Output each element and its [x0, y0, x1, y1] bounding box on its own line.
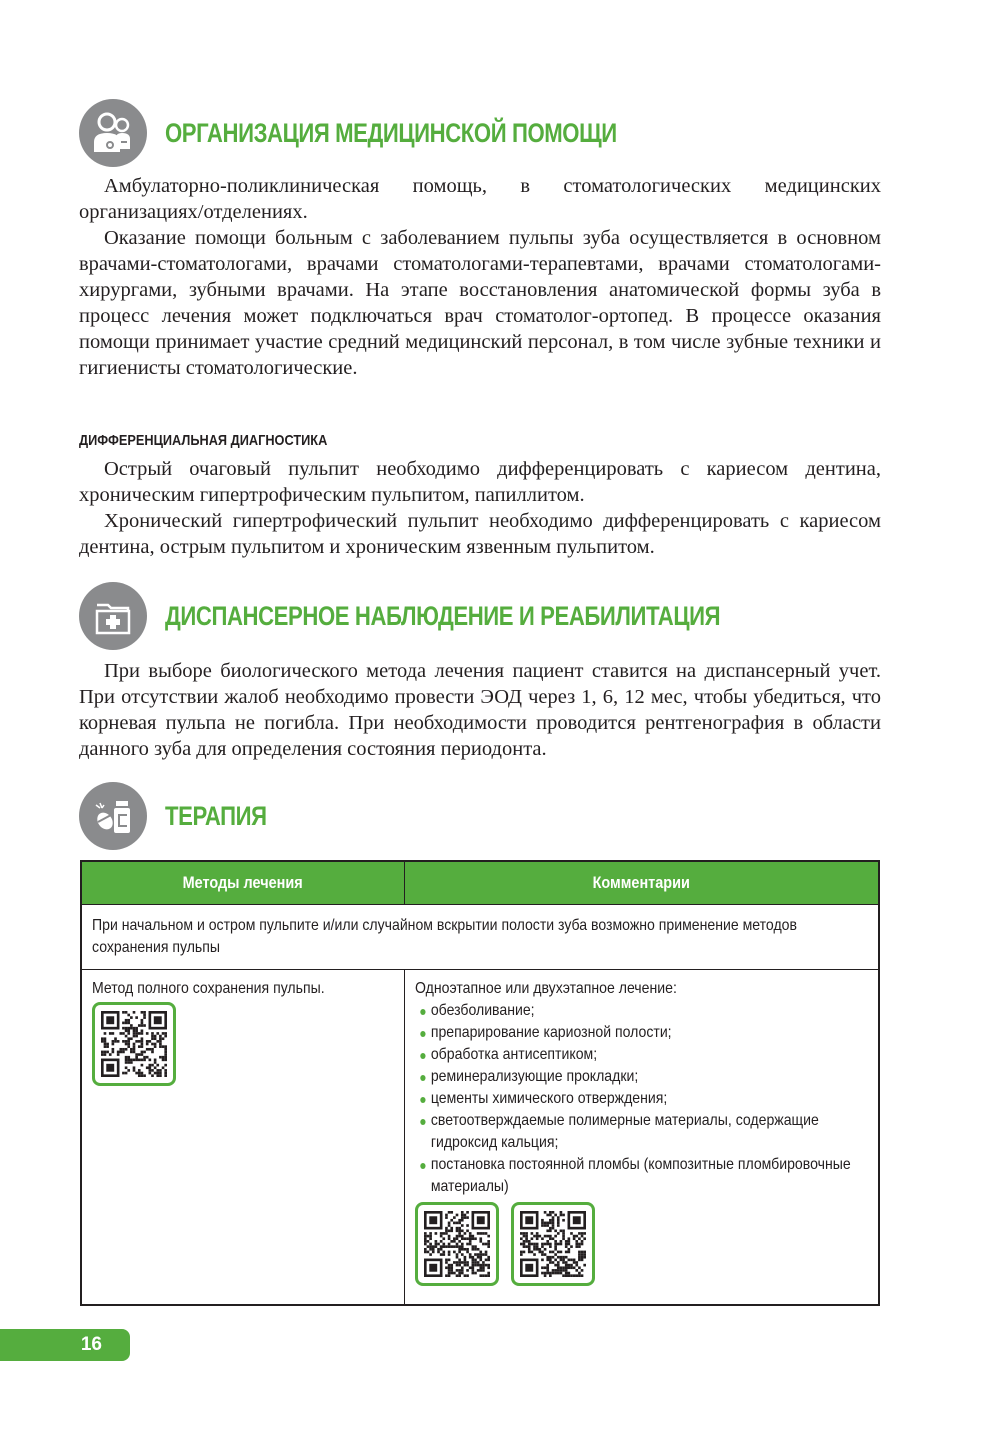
comment-cell [405, 970, 880, 1305]
qr-code-icon[interactable] [511, 1202, 595, 1286]
paragraph: Оказание помощи больным с заболеванием пульпы зуба осуществляется в основном врачами-стоматологами, врачами стоматологами-терапевтами, врачами стоматологами-хирургами, зубными врачами. На этапе восстановления анатомической формы зуба в процесс лечения может подключаться врач стоматолог-ортопед. В процессе оказания помощи принимает участие средний медицинский персонал, в том числе зубные техники и гигиенисты стоматологические. [79, 227, 881, 379]
comment-list [415, 1000, 871, 1198]
list-item: постановка постоянной пломбы (композитные пломбировочные материалы) [420, 1154, 870, 1198]
paragraph: При выборе биологического метода лечения пациент ставится на диспансерный учет. При отсутствии жалоб необходимо провести ЭОД через 1, 6, 12 мес, чтобы убедиться, что корневая пульпа не погибла. При необходимости проводится рентгенография в области данного зуба для определения состояния периодонта. [79, 660, 881, 760]
section-title: ТЕРАПИЯ [165, 800, 267, 831]
section-title: ОРГАНИЗАЦИЯ МЕДИЦИНСКОЙ ПОМОЩИ [165, 117, 617, 148]
paragraph: Амбулаторно-поликлиническая помощь, в стоматологических медицинских организациях/отделениях. [79, 175, 881, 223]
list-item: обработка антисептиком; [420, 1044, 870, 1066]
subheading-differential: ДИФФЕРЕНЦИАЛЬНАЯ ДИАГНОСТИКА [79, 432, 328, 449]
table-header-row [81, 861, 879, 905]
page-number: 16 [0, 1329, 130, 1361]
list-item: цементы химического отверждения; [420, 1088, 870, 1110]
dispensary-text [79, 658, 881, 762]
method-cell [81, 970, 405, 1305]
span-row-cell: При начальном и остром пульпите и/или случайном вскрытии полости зуба возможно применение методов сохранения пульпы [81, 905, 879, 970]
differential-text [79, 456, 881, 560]
therapy-table [80, 860, 880, 1306]
column-header-comments: Комментарии [405, 861, 880, 905]
column-header-methods: Методы лечения [81, 861, 405, 905]
doctors-icon [79, 99, 147, 167]
section-title: ДИСПАНСЕРНОЕ НАБЛЮДЕНИЕ И РЕАБИЛИТАЦИЯ [165, 600, 721, 631]
list-item: препарирование кариозной полости; [420, 1022, 870, 1044]
pills-bottle-icon [79, 782, 147, 850]
section-header-organization [79, 99, 716, 167]
comment-intro: Одноэтапное или двухэтапное лечение: [415, 980, 677, 997]
medical-folder-icon [79, 582, 147, 650]
qr-code-icon[interactable] [415, 1202, 499, 1286]
method-text: Метод полного сохранения пульпы. [92, 980, 325, 997]
table-row [81, 970, 879, 1305]
paragraph: Хронический гипертрофический пульпит необходимо дифференцировать с кариесом дентина, острым пульпитом и хроническим язвенным пульпитом. [79, 510, 881, 558]
section-header-dispensary [79, 582, 842, 650]
list-item: обезболивание; [420, 1000, 870, 1022]
qr-code-icon[interactable] [92, 1002, 176, 1086]
table-row [81, 905, 879, 970]
section-header-therapy [79, 782, 289, 850]
list-item: реминерализующие прокладки; [420, 1066, 870, 1088]
list-item: светоотверждаемые полимерные материалы, содержащие гидроксид кальция; [420, 1110, 870, 1154]
paragraph: Острый очаговый пульпит необходимо дифференцировать с кариесом дентина, хроническим гипертрофическим пульпитом, папиллитом. [79, 458, 881, 506]
organization-text [79, 173, 881, 381]
